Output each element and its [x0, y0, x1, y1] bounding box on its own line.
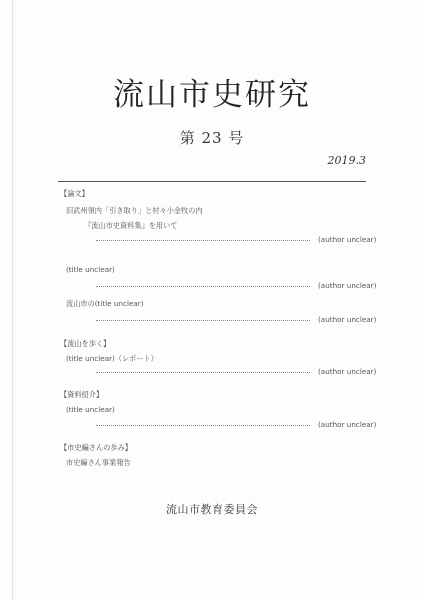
toc-entry-title: (title unclear): [66, 265, 115, 274]
toc-section-heading: 【市史編さんの歩み】: [60, 443, 132, 452]
toc-entry-title: (title unclear)（レポート）: [66, 354, 158, 363]
toc-leader: [96, 372, 310, 373]
toc-entry-title: 旧武州領内「引き取り」と村々小金牧の内: [66, 206, 203, 215]
toc-entry-author: (author unclear): [318, 235, 377, 244]
toc-section-heading: 【資料紹介】: [60, 390, 104, 399]
toc-leader: [96, 320, 310, 321]
toc-leader: [96, 425, 310, 426]
publisher: 流山市教育委員会: [166, 503, 258, 516]
toc-entry-author: (author unclear): [318, 420, 377, 429]
toc-entry-author: (author unclear): [318, 367, 377, 376]
journal-title: 流山市史研究: [113, 77, 311, 113]
toc-leader: [96, 286, 310, 287]
issue-number: 第 23 号: [179, 129, 245, 147]
toc-entry-title: (title unclear): [66, 405, 115, 414]
toc-entry-title: 市史編さん事業報告: [66, 458, 131, 467]
toc-section-heading: 【流山を歩く】: [60, 339, 111, 348]
toc-section-heading: 【論文】: [60, 189, 89, 198]
toc-entry-subtitle: 『流山市史資料集』を用いて: [84, 221, 178, 230]
toc-entry-author: (author unclear): [318, 281, 377, 290]
toc-entry-author: (author unclear): [318, 315, 377, 324]
publication-date: 2019.3: [327, 154, 366, 167]
toc-entry-title: 流山市の(title unclear): [66, 299, 144, 308]
toc-leader: [96, 240, 310, 241]
